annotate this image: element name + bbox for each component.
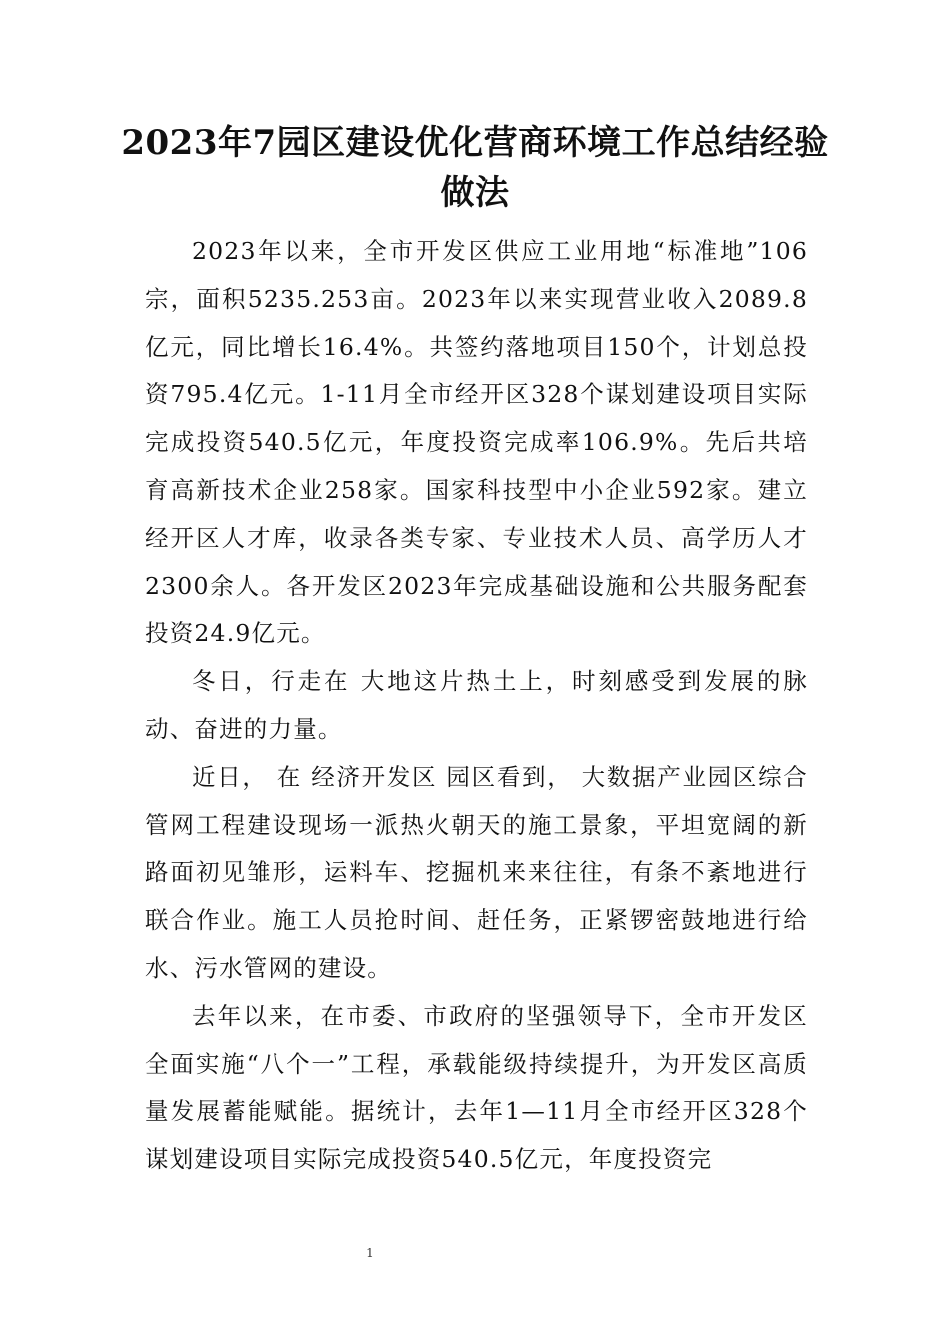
document-title: 2023年7园区建设优化营商环境工作总结经验做法 bbox=[121, 123, 829, 213]
paragraph-construction-site: 近日， 在 经济开发区 园区看到， 大数据产业园区综合管网工程建设现场一派热火朝天的施工景象，平坦宽阔的新路面初见雏形，运料车、挖掘机来来往往，有条不紊地进行联合作业。施工人员抢时间、赶任务，正紧锣密鼓地进行给水、污水管网的建设。 bbox=[145, 762, 808, 982]
paragraph-statistics: 2023年以来，全市开发区供应工业用地“标准地”106宗，面积5235.253亩。2023年以来实现营业收入2089.8亿元，同比增长16.4%。共签约落地项目150个，计划总投资795.4亿元。1-11月全市经开区328个谋划建设项目实际完成投资540.5亿元，年度投资完成率106.9%。先后共培育高新技术企业258家。国家科技型中小企业592家。建立经开区人才库，收录各类专家、专业技术人员、高学历人才2300余人。各开发区2023年完成基础设施和公共服务配套投资24.9亿元。 bbox=[145, 237, 808, 648]
document-body bbox=[145, 228, 808, 1184]
paragraph-eight-ones-project: 去年以来，在市委、市政府的坚强领导下，全市开发区全面实施“八个一”工程，承载能级持续提升，为开发区高质量发展蓄能赋能。据统计，去年1—11月全市经开区328个谋划建设项目实际完成投资540.5亿元，年度投资完 bbox=[145, 1001, 808, 1174]
page-number: 1 bbox=[366, 1246, 374, 1260]
paragraph-winter-intro: 冬日，行走在 大地这片热土上，时刻感受到发展的脉动、奋进的力量。 bbox=[145, 667, 808, 743]
